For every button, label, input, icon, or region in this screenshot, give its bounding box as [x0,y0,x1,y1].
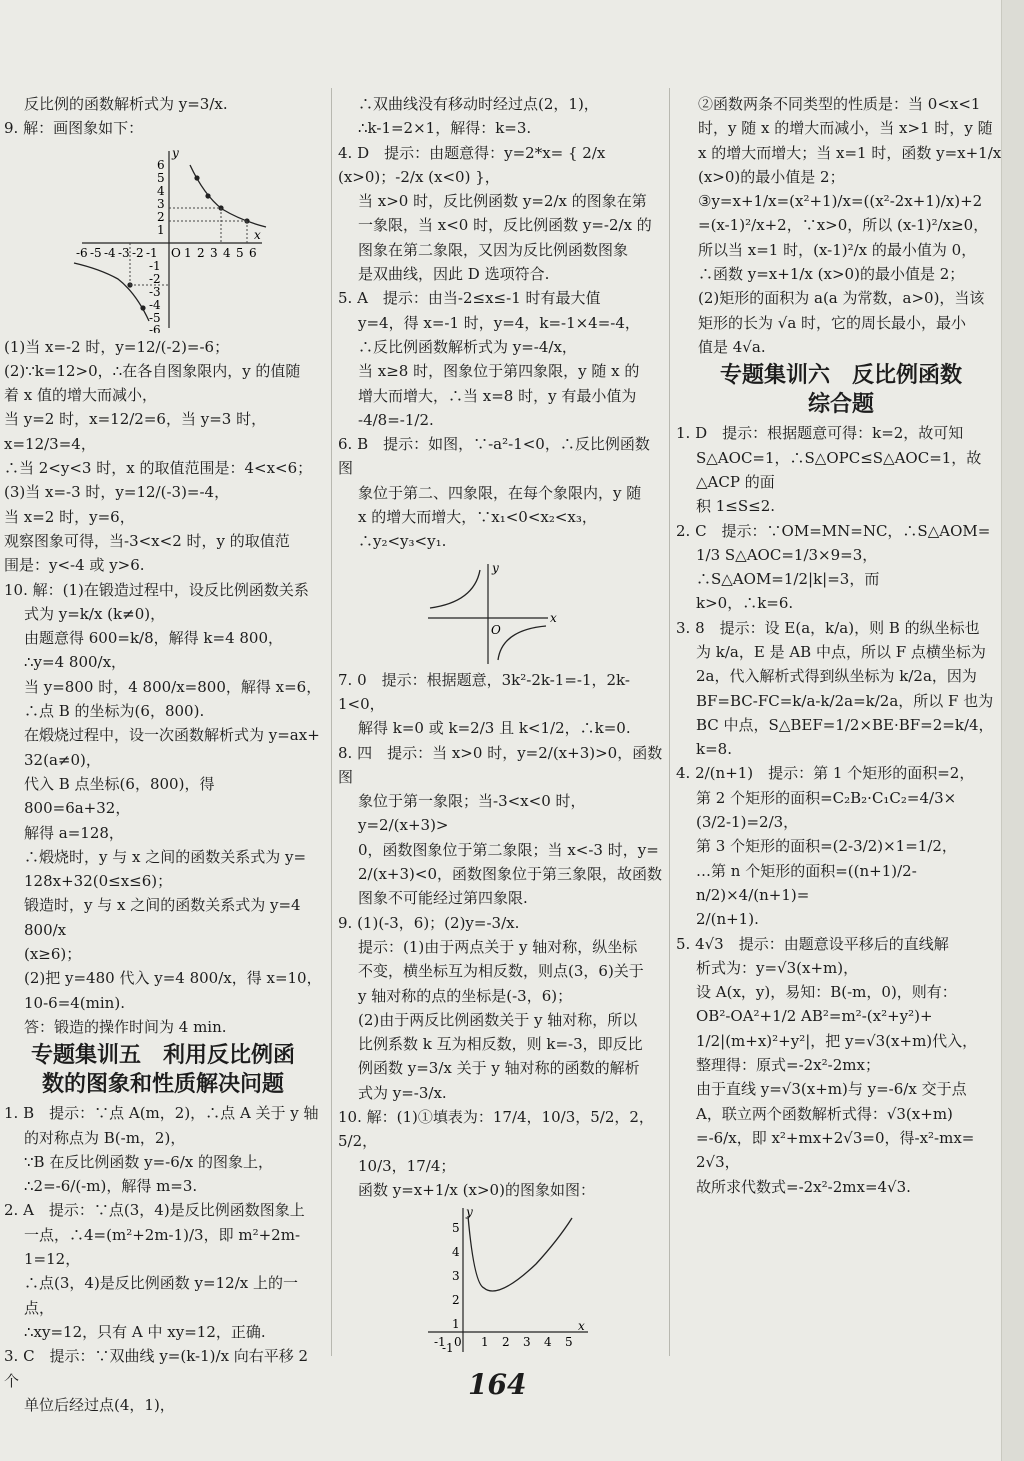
text-line: ②函数两条不同类型的性质是：当 0<x<1 [698,95,981,113]
y-tick: 3 [157,196,165,211]
text-line: BC 中点，S△BEF=1/2×BE·BF=2=k/4，k=8. [696,715,994,759]
text-line: (2)∵k=12>0，∴在各自图象限内，y 的值随 [4,361,301,380]
middle-column [338,92,664,1356]
text-line: 解得 a=128， [24,823,124,842]
text-line: y 轴对称的点的坐标是(-3，6)； [358,986,573,1005]
text-line: 10-6=4(min). [24,993,125,1012]
hyperbola-branch-fourth-quadrant [498,626,546,660]
text-line: 一点，∴4=(m²+2m-1)/3，即 m²+2m-1=12， [24,1225,301,1269]
x-tick: 3 [523,1335,531,1350]
text-line: BF=BC-FC=k/a-k/2a=k/2a，所以 F 也为 [696,691,994,710]
text-line: 8. 四 提示：当 x>0 时，y=2/(x+3)>0，函数图 [338,743,663,786]
x-tick: -5 [90,245,102,260]
x-tick: -2 [132,245,144,260]
text-line: 式为 y=-3/x. [358,1083,447,1102]
text-line: ③y=x+1/x=(x²+1)/x=((x²-2x+1)/x)+2 [698,192,983,211]
x-axis-label: x [578,1319,585,1334]
text-line: 整理得：原式=-2x²-2mx； [696,1056,880,1075]
text-line: ∴y=4 800/x， [24,653,127,672]
text-line: ∴k-1=2×1，解得：k=3. [358,119,532,138]
text-line: 5. A 提示：由当-2≤x≤-1 时有最大值 [338,289,601,308]
text-line: ∴函数 y=x+1/x (x>0)的最小值是 2； [698,265,965,284]
text-line: 反比例的函数解析式为 y=3/x. [24,95,228,113]
x-tick: 5 [236,245,244,260]
x-tick: 1 [481,1335,489,1350]
text-line: ∴点 B 的坐标为(6，800). [24,702,205,721]
section-title-line: 综合题 [807,392,874,418]
text-line: 不变，横坐标互为相反数，则点(3，6)关于 [358,962,644,981]
section-title-line: 专题集训六 反比例函数 [719,363,962,389]
y-tick: -3 [149,284,161,299]
y-tick: -1 [149,258,161,273]
graph-y-x-plus-1-over-x [338,1204,658,1354]
text-line: (1)当 x=-2 时，y=12/(-2)=-6； [4,337,230,356]
text-line: 为 k/a，E 是 AB 中点，所以 F 点横坐标为 [696,643,986,661]
text-line: (x≥6)； [24,945,82,964]
function-curve [468,1216,572,1291]
y-tick: 2 [452,1293,460,1308]
y-tick: 1 [452,1317,460,1332]
text-line: 1. B 提示：∵点 A(m，2)，∴点 A 关于 y 轴 [4,1104,319,1123]
text-line: 10. 解：(1)①填表为：17/4，10/3，5/2，2，5/2， [338,1107,654,1151]
x-tick: 0 [454,1335,462,1350]
text-line: 一象限，当 x<0 时，反比例函数 y=-2/x 的 [358,216,652,235]
text-line: 围是：y<-4 或 y>6. [4,556,145,575]
section-title [4,1041,322,1099]
text-line: (2)矩形的面积为 a(a 为常数，a>0)，当该 [698,289,985,308]
y-tick: -2 [149,271,161,286]
text-line: 10. 解：(1)在锻造过程中，设反比例函数关系 [4,580,309,599]
text-line: 1/2|(m+x)²+y²|，把 y=√3(x+m)代入， [696,1031,978,1050]
hyperbola-branch-first-quadrant [190,165,266,227]
text-line: OB²-OA²+1/2 AB²=m²-(x²+y²)+ [696,1007,933,1026]
text-line: 单位后经过点(4，1)， [24,1395,175,1414]
text-line: 在煅烧过程中，设一次函数解析式为 y=ax+ [24,726,320,745]
text-line: 积 1≤S≤2. [696,497,776,516]
text-line: 图象不可能经过第四象限. [358,889,528,908]
text-line: 着 x 值的增大而减小， [4,386,157,405]
text-line: S△AOC=1，∴S△OPC≤S△AOC=1，故△ACP 的面 [696,448,982,491]
text-line: ∴反比例函数解析式为 y=-4/x， [358,337,577,356]
text-line: 2. A 提示：∵点(3，4)是反比例函数图象上 [4,1201,305,1220]
text-line: 锻造时，y 与 x 之间的函数关系式为 y=4 800/x [24,896,301,939]
text-line: 1/3 S△AOC=1/3×9=3，∴S△AOM=1/2|k|=3，而 [696,545,880,589]
text-line: 值是 4√a. [698,337,766,356]
text-line: 第 2 个矩形的面积=C₂B₂·C₁C₂=4/3× [696,788,957,807]
text-line: y=4，得 x=-1 时，y=4，k=-1×4=-4， [358,313,640,332]
text-line: -4/8=-1/2. [358,410,434,429]
text-line: …第 n 个矩形的面积=((n+1)/2-n/2)×4/(n+1)= [696,861,917,904]
y-tick: 5 [157,170,165,185]
text-line: (3/2-1)=2/3， [696,813,799,832]
text-line: 的对称点为 B(-m，2)， [24,1128,186,1147]
text-line: 矩形的长为 √a 时，它的周长最小，最小 [698,313,967,332]
text-line: 比例系数 k 互为相反数，则 k=-3，即反比 [358,1035,643,1054]
x-axis-label: x [550,610,557,625]
text-line: x 的增大而增大；当 x=1 时，函数 y=x+1/x [698,143,1002,162]
text-line: (x>0)的最小值是 2； [698,167,845,186]
right-column [676,92,1006,1199]
x-tick: -1 [434,1335,446,1350]
hyperbola-branch-second-quadrant [430,570,480,608]
x-tick: -3 [118,245,130,260]
text-line: 2a，代入解析式得到纵坐标为 k/2a，因为 [696,667,977,686]
text-line: 10/3，17/4； [358,1156,456,1175]
text-line: 是双曲线，因此 D 选项符合. [358,265,550,284]
x-tick: -4 [104,245,116,260]
x-tick: -6 [76,245,88,260]
text-line: 3. C 提示：∵双曲线 y=(k-1)/x 向右平移 2 个 [4,1347,309,1390]
text-line: 由题意得 600=k/8，解得 k=4 800， [24,629,284,648]
text-line: 所以当 x=1 时，(x-1)²/x 的最小值为 0， [698,240,977,259]
text-line: 2/(n+1). [696,910,759,929]
text-line: 当 y=800 时，4 800/x=800，解得 x=6， [24,677,322,696]
text-line: 时，y 随 x 的增大而减小，当 x>1 时，y 随 [698,119,993,138]
text-line: 象位于第一象限；当-3<x<0 时，y=2/(x+3)> [358,792,586,835]
hyperbola-graph-y-12-over-x [4,143,304,333]
x-tick: 5 [565,1335,573,1350]
text-line: 1. D 提示：根据题意可得：k=2，故可知 [676,424,964,443]
text-line: 128x+32(0≤x≤6)； [24,872,173,891]
text-line: 解得 k=0 或 k=2/3 且 k<1/2，∴k=0. [358,719,631,738]
x-tick: -1 [146,245,158,260]
text-line: 3. 8 提示：设 E(a，k/a)，则 B 的纵坐标也 [676,618,980,637]
text-line: 4. 2/(n+1) 提示：第 1 个矩形的面积=2， [676,764,975,783]
text-line: ∵B 在反比例函数 y=-6/x 的图象上， [24,1152,274,1171]
text-line: 7. 0 提示：根据题意，3k²-2k-1=-1，2k-1<0， [338,670,630,713]
origin-label: O [171,245,181,260]
left-column [4,92,322,1417]
text-line: 4. D 提示：由题意得：y=2*x= { 2/x (x>0)；-2/x (x<0) }， [338,143,606,186]
text-line: 当 x=2 时，y=6， [4,507,135,526]
text-line: 由于直线 y=√3(x+m)与 y=-6/x 交于点 [696,1080,967,1099]
hyperbola-sketch-graph [338,556,658,666]
x-tick-labels [76,246,257,260]
graph-point [140,305,145,310]
text-line: A，联立两个函数解析式得：√3(x+m) [696,1104,953,1123]
y-axis-label: y [492,560,499,575]
text-line: 9. 解：画图象如下： [4,119,144,138]
origin-label: O [491,622,501,637]
text-line: 增大而增大，∴当 x=8 时，y 有最小值为 [358,386,637,405]
graph-point [194,175,199,180]
text-line: x 的增大而增大，∵x₁<0<x₂<x₃，∴y₂<y₃<y₁. [358,508,597,551]
text-line: 2/(x+3)<0，函数图象位于第三象限，故函数 [358,865,662,884]
text-line: 0，函数图象位于第二象限；当 x<-3 时，y= [358,840,659,859]
y-tick: -4 [149,297,161,312]
text-line: 故所求代数式=-2x²-2mx=4√3. [696,1177,911,1196]
text-line: 5. 4√3 提示：由题意设平移后的直线解 [676,934,949,953]
y-tick: 2 [157,209,165,224]
y-tick: 5 [452,1221,460,1236]
text-line: 当 y=2 时，x=12/2=6，当 y=3 时，x=12/3=4， [4,410,267,453]
y-tick: -5 [149,310,161,325]
y-axis-label: y [466,1205,473,1220]
text-line: 函数 y=x+1/x (x>0)的图象如图： [358,1180,595,1199]
page-number: 164 [468,1368,527,1401]
column-divider [669,88,670,1356]
y-tick: 3 [452,1269,460,1284]
x-tick: 2 [197,245,205,260]
text-line: 第 3 个矩形的面积=(2-3/2)×1=1/2， [696,837,957,856]
y-tick: 4 [452,1245,460,1260]
text-line: ∴煅烧时，y 与 x 之间的函数关系式为 y= [24,847,307,866]
text-line: 6. B 提示：如图，∵-a²-1<0，∴反比例函数图 [338,435,650,478]
hyperbola-branch-third-quadrant [74,263,149,321]
text-line: 象位于第二、四象限，在每个象限内，y 随 [358,483,642,502]
text-line: 式为 y=k/x (k≠0)， [24,604,166,623]
x-tick: 4 [223,245,231,260]
graph-point [205,193,210,198]
text-line: 提示：(1)由于两点关于 y 轴对称，纵坐标 [358,937,638,956]
y-axis-label: y [172,145,179,160]
text-line: ∴双曲线没有移动时经过点(2，1)， [358,95,599,113]
text-line: 答：锻造的操作时间为 4 min. [24,1017,227,1036]
text-line: ∴xy=12，只有 A 中 xy=12，正确. [24,1322,266,1341]
text-line: 2√3， [696,1153,740,1172]
y-tick: 1 [157,222,165,237]
text-line: 设 A(x，y)，易知：B(-m，0)，则有： [696,983,957,1002]
x-axis-label: x [254,227,261,242]
text-line: (3)当 x=-3 时，y=12/(-3)=-4， [4,483,230,502]
text-line: 观察图象可得，当-3<x<2 时，y 的取值范 [4,531,290,550]
text-line: 32(a≠0)， [24,750,101,769]
text-line: 2. C 提示：∵OM=MN=NC，∴S△AOM= [676,521,991,540]
text-line: ∴点(3，4)是反比例函数 y=12/x 上的一点， [24,1274,298,1317]
column-divider [331,88,332,1356]
y-tick: 6 [157,157,165,172]
text-line: 图象在第二象限，又因为反比例函数图象 [358,240,629,259]
section-title-line: 数的图象和性质解决问题 [41,1072,284,1098]
section-title-line: 专题集训五 利用反比例函 [30,1043,295,1069]
text-line: 代入 B 点坐标(6，800)，得 800=6a+32， [24,774,215,818]
text-line: 当 x>0 时，反比例函数 y=2/x 的图象在第 [358,192,647,211]
y-tick: -6 [149,322,161,333]
text-line: (2)由于两反比例函数关于 y 轴对称，所以 [358,1010,638,1029]
text-line: 9. (1)(-3，6)；(2)y=-3/x. [338,913,520,932]
section-title [676,361,1006,419]
text-line: 当 x≥8 时，图象位于第四象限，y 随 x 的 [358,362,640,381]
y-tick: 4 [157,183,165,198]
y-tick: -1 [442,1341,454,1355]
x-tick: 3 [210,245,218,260]
x-tick-labels [434,1335,573,1349]
text-line: 析式为：y=√3(x+m)， [696,958,859,977]
x-tick: 2 [502,1335,510,1350]
x-tick: 1 [184,245,192,260]
text-line: =-6/x，即 x²+mx+2√3=0，得-x²-mx= [696,1128,975,1147]
text-line: ∴当 2<y<3 时，x 的取值范围是：4<x<6； [4,459,313,478]
text-line: (2)把 y=480 代入 y=4 800/x，得 x=10， [24,969,322,988]
x-tick: 4 [544,1335,552,1350]
text-line: ∴2=-6/(-m)，解得 m=3. [24,1177,198,1196]
x-tick: 6 [249,245,257,260]
text-line: 例函数 y=3/x 关于 y 轴对称的函数的解析 [358,1059,640,1078]
text-line: k>0，∴k=6. [696,594,794,613]
text-line: =(x-1)²/x+2，∵x>0，所以 (x-1)²/x≥0， [698,216,989,235]
